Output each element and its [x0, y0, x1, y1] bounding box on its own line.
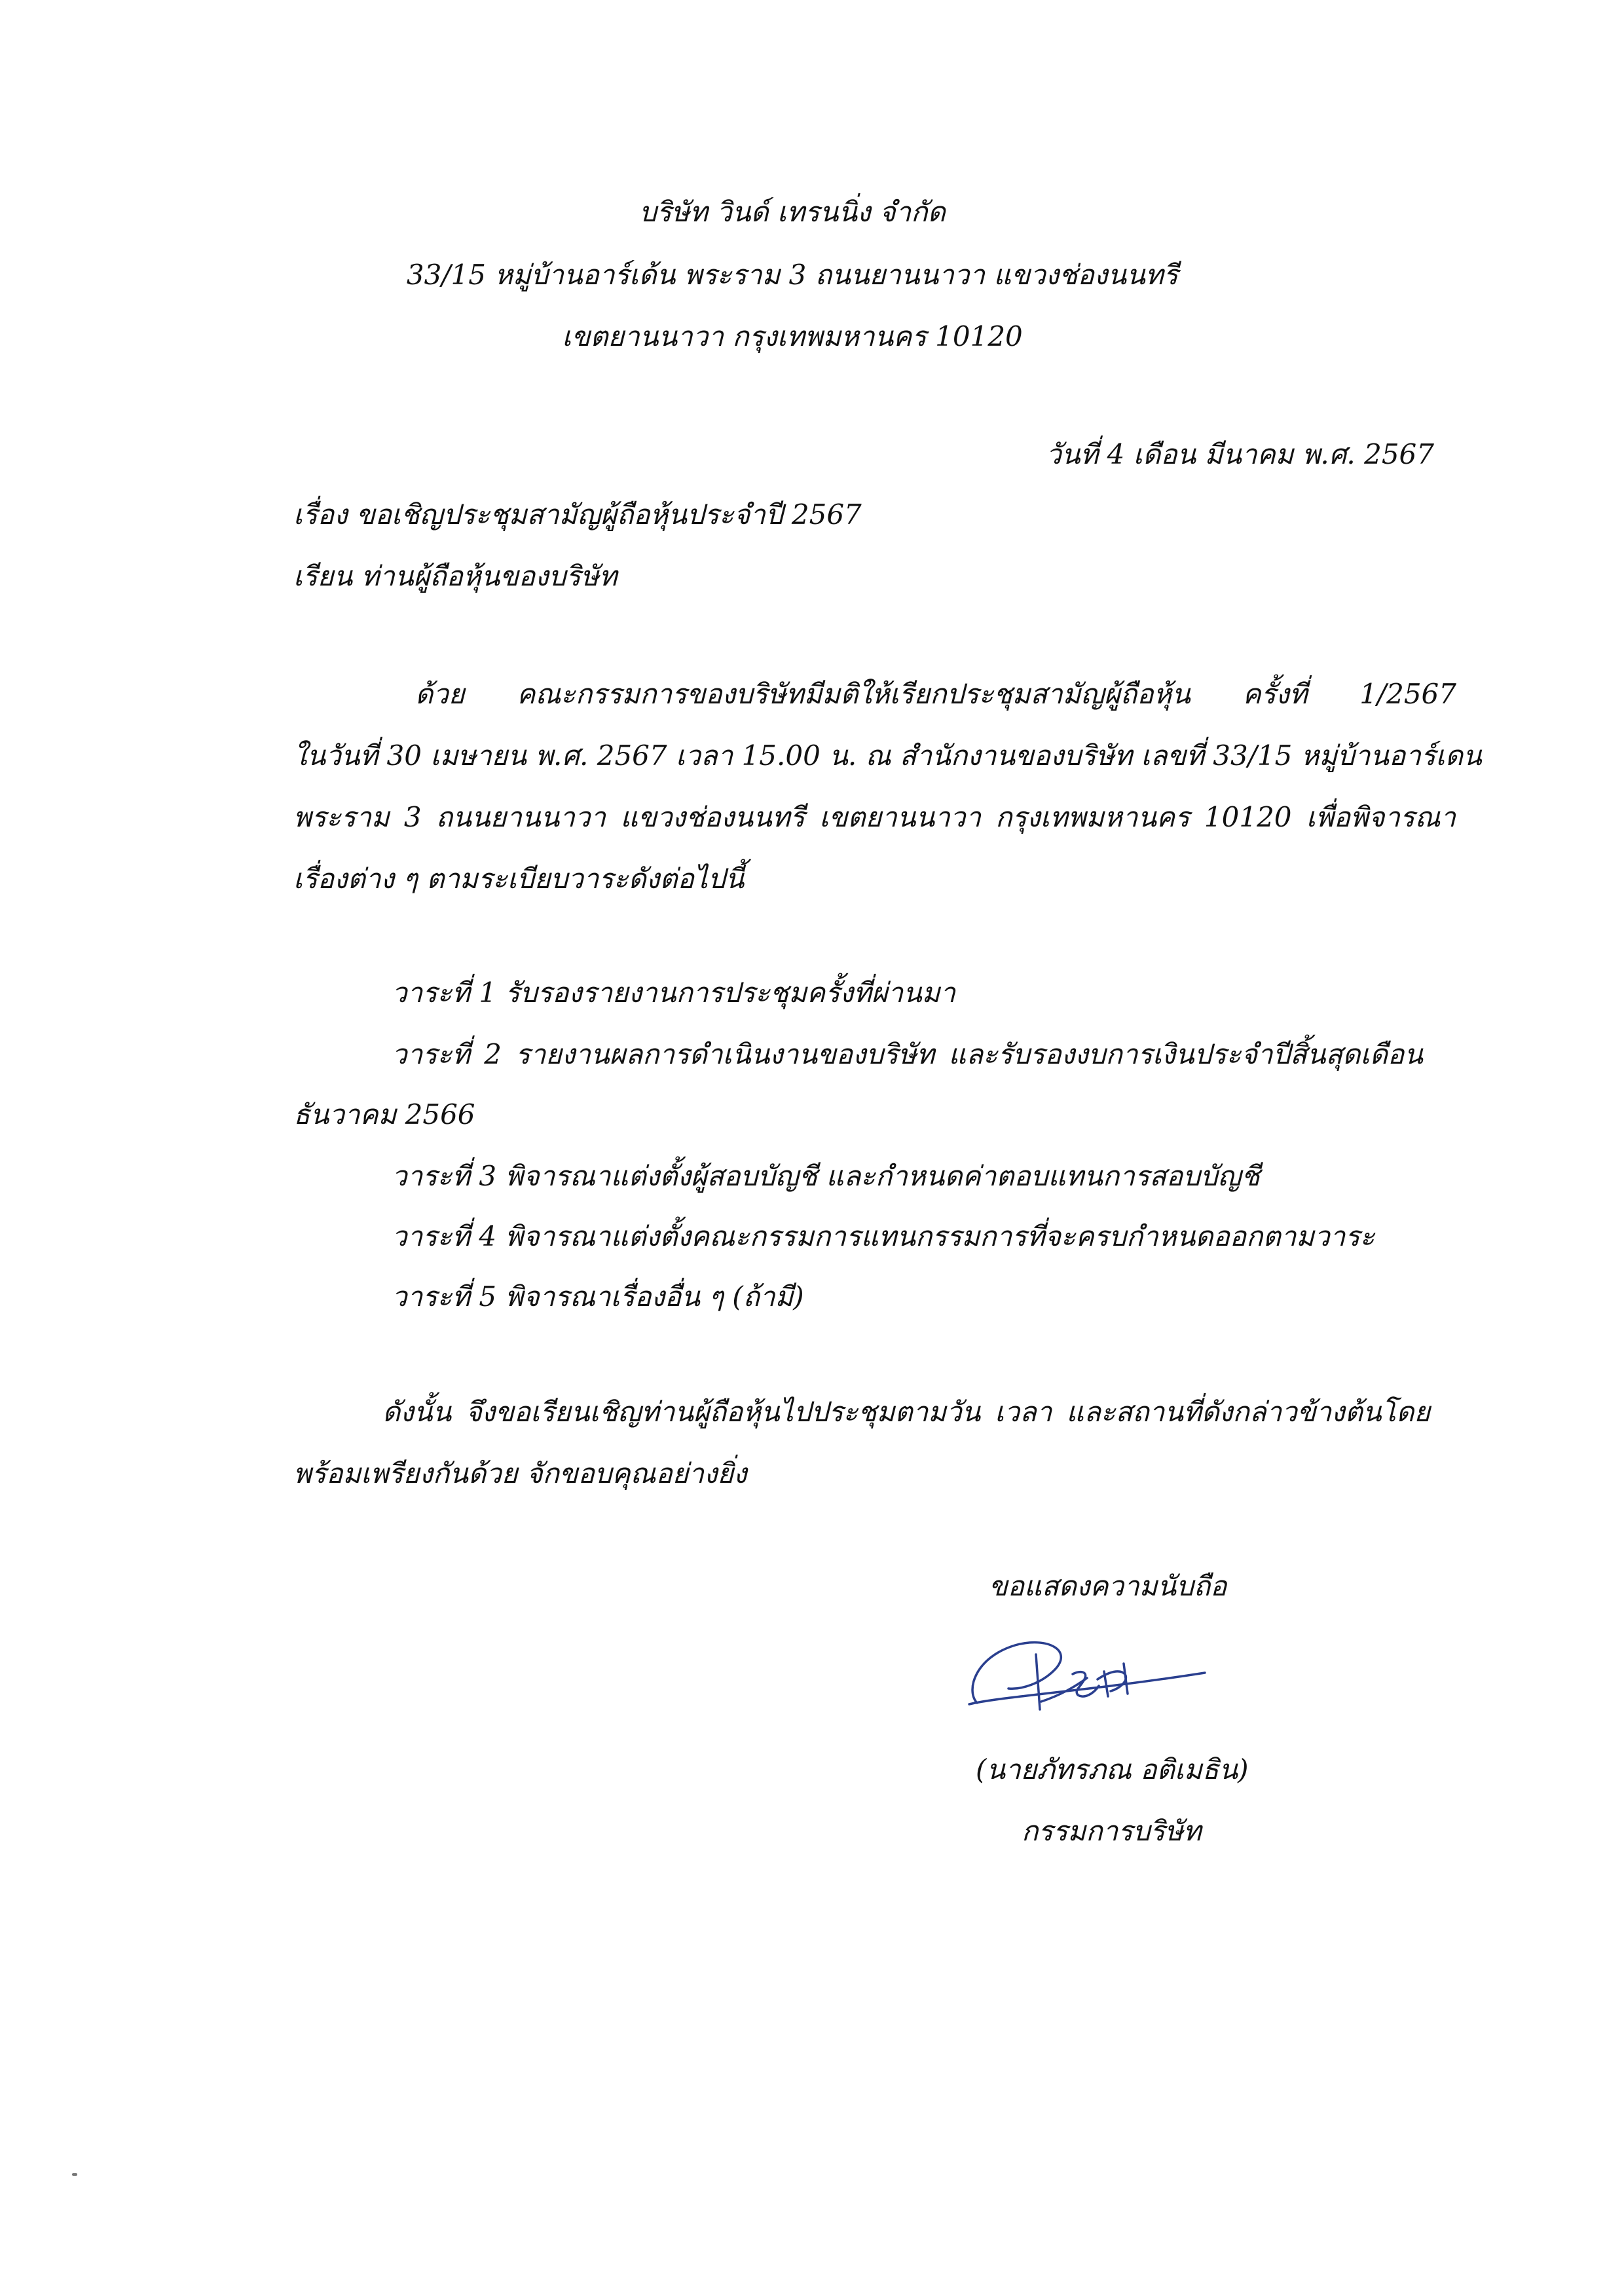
body-line-4: เรื่องต่าง ๆ ตามระเบียบวาระดังต่อไปนี้	[293, 863, 745, 895]
letter-recipient: เรียน ท่านผู้ถือหุ้นของบริษัท	[293, 560, 618, 592]
scan-speck	[72, 2173, 77, 2176]
agenda-item-2: วาระที่ 2 รายงานผลการดำเนินงานของบริษัท และรับรองงบการเงินประจำปีสิ้นสุดเดือน	[392, 1038, 1423, 1070]
closing-line-2: พร้อมเพรียงกันด้วย จักขอบคุณอย่างยิ่ง	[293, 1457, 747, 1489]
body-line-2: ในวันที่ 30 เมษายน พ.ศ. 2567 เวลา 15.00 น. ณ สำนักงานของบริษัท เลขที่ 33/15 หมู่บ้านอาร์เดน	[293, 739, 1482, 772]
company-address-line1: 33/15 หมู่บ้านอาร์เด้น พระราม 3 ถนนยานนาวา แขวงช่องนนทรี	[406, 259, 1179, 291]
closing-line-1: ดังนั้น จึงขอเรียนเชิญท่านผู้ถือหุ้นไปประชุมตามวัน เวลา และสถานที่ดังกล่าวข้างต้นโดย	[382, 1396, 1430, 1428]
letter-subject: เรื่อง ขอเชิญประชุมสามัญผู้ถือหุ้นประจำปี 2567	[293, 498, 862, 531]
sign-off: ขอแสดงความนับถือ	[989, 1570, 1227, 1602]
agenda-item-2-continued: ธันวาคม 2566	[293, 1098, 475, 1130]
letter-date: วันที่ 4 เดือน มีนาคม พ.ศ. 2567	[1046, 438, 1434, 470]
body-line-3: พระราม 3 ถนนยานนาวา แขวงช่องนนทรี เขตยานนาวา กรุงเทพมหานคร 10120 เพื่อพิจารณา	[293, 801, 1456, 833]
body-line-1: ด้วย คณะกรรมการของบริษัทมีมติให้เรียกประชุมสามัญผู้ถือหุ้น ครั้งที่ 1/2567	[415, 678, 1456, 710]
signature-image	[963, 1631, 1225, 1729]
agenda-item-1: วาระที่ 1 รับรองรายงานการประชุมครั้งที่ผ่านมา	[392, 977, 956, 1009]
company-address-line2: เขตยานนาวา กรุงเทพมหานคร 10120	[562, 320, 1023, 352]
agenda-item-4: วาระที่ 4 พิจารณาแต่งตั้งคณะกรรมการแทนกรรมการที่จะครบกำหนดออกตามวาระ	[392, 1220, 1375, 1252]
signatory-name: (นายภัทรภณ อติเมธิน)	[976, 1753, 1249, 1785]
agenda-item-5: วาระที่ 5 พิจารณาเรื่องอื่น ๆ (ถ้ามี)	[392, 1280, 804, 1313]
agenda-item-3: วาระที่ 3 พิจารณาแต่งตั้งผู้สอบบัญชี และกำหนดค่าตอบแทนการสอบบัญชี	[392, 1160, 1260, 1192]
signatory-title: กรรมการบริษัท	[1022, 1815, 1202, 1847]
company-name: บริษัท วินด์ เทรนนิ่ง จำกัด	[639, 196, 946, 228]
